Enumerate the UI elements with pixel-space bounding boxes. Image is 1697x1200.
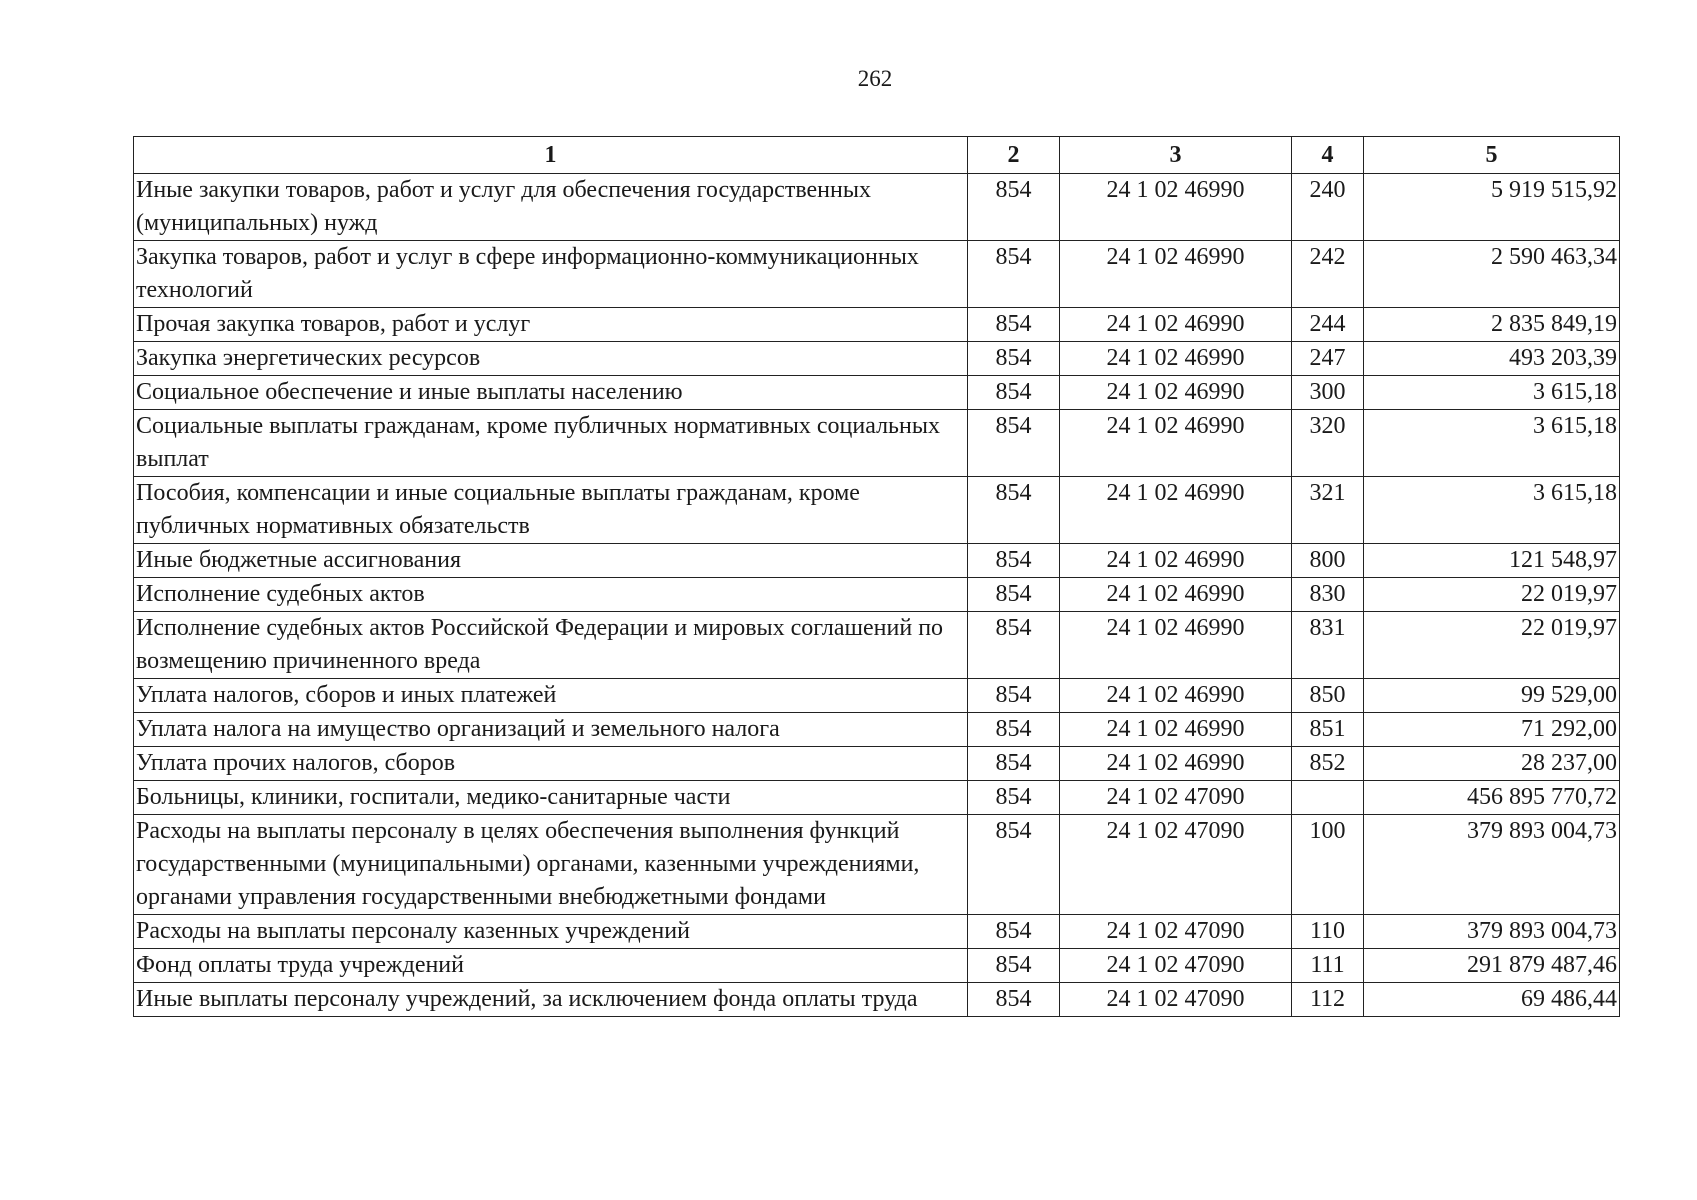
expense-name-cell: Иные выплаты персоналу учреждений, за исключением фонда оплаты труда bbox=[134, 983, 968, 1017]
table-row bbox=[134, 612, 1620, 679]
target-article-cell: 24 1 02 46990 bbox=[1060, 679, 1292, 713]
department-code-cell: 854 bbox=[968, 713, 1060, 747]
amount-cell: 493 203,39 bbox=[1364, 342, 1620, 376]
amount-cell: 2 590 463,34 bbox=[1364, 241, 1620, 308]
table-row bbox=[134, 815, 1620, 915]
expense-type-cell: 830 bbox=[1292, 578, 1364, 612]
table-row bbox=[134, 308, 1620, 342]
target-article-cell: 24 1 02 46990 bbox=[1060, 612, 1292, 679]
target-article-cell: 24 1 02 47090 bbox=[1060, 815, 1292, 915]
table-header bbox=[134, 137, 1620, 174]
amount-cell: 379 893 004,73 bbox=[1364, 915, 1620, 949]
department-code-cell: 854 bbox=[968, 578, 1060, 612]
table-row bbox=[134, 915, 1620, 949]
department-code-cell: 854 bbox=[968, 342, 1060, 376]
expense-name-cell: Иные бюджетные ассигнования bbox=[134, 544, 968, 578]
header-col-4: 4 bbox=[1292, 137, 1364, 174]
amount-cell: 379 893 004,73 bbox=[1364, 815, 1620, 915]
expense-type-cell: 831 bbox=[1292, 612, 1364, 679]
amount-cell: 5 919 515,92 bbox=[1364, 174, 1620, 241]
target-article-cell: 24 1 02 46990 bbox=[1060, 410, 1292, 477]
expense-name-cell: Иные закупки товаров, работ и услуг для обеспечения государственных (муниципальных) нужд bbox=[134, 174, 968, 241]
amount-cell: 22 019,97 bbox=[1364, 578, 1620, 612]
expense-name-cell: Уплата налогов, сборов и иных платежей bbox=[134, 679, 968, 713]
department-code-cell: 854 bbox=[968, 781, 1060, 815]
expense-type-cell: 321 bbox=[1292, 477, 1364, 544]
expense-type-cell: 320 bbox=[1292, 410, 1364, 477]
department-code-cell: 854 bbox=[968, 477, 1060, 544]
expense-type-cell bbox=[1292, 781, 1364, 815]
expense-type-cell: 247 bbox=[1292, 342, 1364, 376]
amount-cell: 2 835 849,19 bbox=[1364, 308, 1620, 342]
table-row bbox=[134, 679, 1620, 713]
amount-cell: 69 486,44 bbox=[1364, 983, 1620, 1017]
amount-cell: 99 529,00 bbox=[1364, 679, 1620, 713]
expense-type-cell: 110 bbox=[1292, 915, 1364, 949]
target-article-cell: 24 1 02 46990 bbox=[1060, 713, 1292, 747]
department-code-cell: 854 bbox=[968, 544, 1060, 578]
department-code-cell: 854 bbox=[968, 679, 1060, 713]
department-code-cell: 854 bbox=[968, 410, 1060, 477]
expense-type-cell: 300 bbox=[1292, 376, 1364, 410]
expense-type-cell: 800 bbox=[1292, 544, 1364, 578]
expense-name-cell: Больницы, клиники, госпитали, медико-санитарные части bbox=[134, 781, 968, 815]
table-row bbox=[134, 376, 1620, 410]
amount-cell: 3 615,18 bbox=[1364, 477, 1620, 544]
expense-name-cell: Закупка энергетических ресурсов bbox=[134, 342, 968, 376]
target-article-cell: 24 1 02 47090 bbox=[1060, 781, 1292, 815]
department-code-cell: 854 bbox=[968, 241, 1060, 308]
department-code-cell: 854 bbox=[968, 174, 1060, 241]
expense-name-cell: Прочая закупка товаров, работ и услуг bbox=[134, 308, 968, 342]
amount-cell: 291 879 487,46 bbox=[1364, 949, 1620, 983]
department-code-cell: 854 bbox=[968, 308, 1060, 342]
expense-type-cell: 244 bbox=[1292, 308, 1364, 342]
table-row bbox=[134, 477, 1620, 544]
amount-cell: 3 615,18 bbox=[1364, 376, 1620, 410]
target-article-cell: 24 1 02 47090 bbox=[1060, 983, 1292, 1017]
department-code-cell: 854 bbox=[968, 949, 1060, 983]
department-code-cell: 854 bbox=[968, 915, 1060, 949]
expense-name-cell: Закупка товаров, работ и услуг в сфере информационно-коммуникационных технологий bbox=[134, 241, 968, 308]
target-article-cell: 24 1 02 46990 bbox=[1060, 376, 1292, 410]
table-row bbox=[134, 544, 1620, 578]
target-article-cell: 24 1 02 46990 bbox=[1060, 342, 1292, 376]
table-row bbox=[134, 949, 1620, 983]
expense-name-cell: Фонд оплаты труда учреждений bbox=[134, 949, 968, 983]
table-header-row bbox=[134, 137, 1620, 174]
expense-type-cell: 852 bbox=[1292, 747, 1364, 781]
expense-name-cell: Исполнение судебных актов bbox=[134, 578, 968, 612]
expense-type-cell: 850 bbox=[1292, 679, 1364, 713]
target-article-cell: 24 1 02 47090 bbox=[1060, 915, 1292, 949]
department-code-cell: 854 bbox=[968, 747, 1060, 781]
amount-cell: 456 895 770,72 bbox=[1364, 781, 1620, 815]
target-article-cell: 24 1 02 46990 bbox=[1060, 477, 1292, 544]
department-code-cell: 854 bbox=[968, 612, 1060, 679]
table-row bbox=[134, 410, 1620, 477]
table-row bbox=[134, 342, 1620, 376]
expense-type-cell: 851 bbox=[1292, 713, 1364, 747]
expense-type-cell: 111 bbox=[1292, 949, 1364, 983]
amount-cell: 121 548,97 bbox=[1364, 544, 1620, 578]
amount-cell: 3 615,18 bbox=[1364, 410, 1620, 477]
header-col-1: 1 bbox=[134, 137, 968, 174]
expense-name-cell: Расходы на выплаты персоналу в целях обеспечения выполнения функций государственными (муниципальными) органами, казенными учреждениями, органами управления государственными внебюджетными фондами bbox=[134, 815, 968, 915]
target-article-cell: 24 1 02 46990 bbox=[1060, 544, 1292, 578]
table-row bbox=[134, 983, 1620, 1017]
table-row bbox=[134, 747, 1620, 781]
target-article-cell: 24 1 02 46990 bbox=[1060, 308, 1292, 342]
table-row bbox=[134, 578, 1620, 612]
target-article-cell: 24 1 02 46990 bbox=[1060, 174, 1292, 241]
expense-name-cell: Расходы на выплаты персоналу казенных учреждений bbox=[134, 915, 968, 949]
department-code-cell: 854 bbox=[968, 815, 1060, 915]
expense-type-cell: 242 bbox=[1292, 241, 1364, 308]
expense-name-cell: Исполнение судебных актов Российской Федерации и мировых соглашений по возмещению причиненного вреда bbox=[134, 612, 968, 679]
department-code-cell: 854 bbox=[968, 983, 1060, 1017]
expense-type-cell: 100 bbox=[1292, 815, 1364, 915]
target-article-cell: 24 1 02 47090 bbox=[1060, 949, 1292, 983]
page-number: 262 bbox=[857, 66, 893, 91]
target-article-cell: 24 1 02 46990 bbox=[1060, 241, 1292, 308]
table-row bbox=[134, 781, 1620, 815]
department-code-cell: 854 bbox=[968, 376, 1060, 410]
expense-type-cell: 112 bbox=[1292, 983, 1364, 1017]
table-row bbox=[134, 241, 1620, 308]
table-row bbox=[134, 713, 1620, 747]
table-row bbox=[134, 174, 1620, 241]
expense-name-cell: Социальные выплаты гражданам, кроме публичных нормативных социальных выплат bbox=[134, 410, 968, 477]
expense-name-cell: Уплата прочих налогов, сборов bbox=[134, 747, 968, 781]
table-body bbox=[134, 174, 1620, 1017]
expense-name-cell: Социальное обеспечение и иные выплаты населению bbox=[134, 376, 968, 410]
expense-type-cell: 240 bbox=[1292, 174, 1364, 241]
target-article-cell: 24 1 02 46990 bbox=[1060, 747, 1292, 781]
header-col-3: 3 bbox=[1060, 137, 1292, 174]
header-col-5: 5 bbox=[1364, 137, 1620, 174]
budget-table bbox=[133, 136, 1620, 1017]
amount-cell: 71 292,00 bbox=[1364, 713, 1620, 747]
amount-cell: 22 019,97 bbox=[1364, 612, 1620, 679]
target-article-cell: 24 1 02 46990 bbox=[1060, 578, 1292, 612]
expense-name-cell: Пособия, компенсации и иные социальные выплаты гражданам, кроме публичных нормативных обязательств bbox=[134, 477, 968, 544]
expense-name-cell: Уплата налога на имущество организаций и земельного налога bbox=[134, 713, 968, 747]
header-col-2: 2 bbox=[968, 137, 1060, 174]
amount-cell: 28 237,00 bbox=[1364, 747, 1620, 781]
